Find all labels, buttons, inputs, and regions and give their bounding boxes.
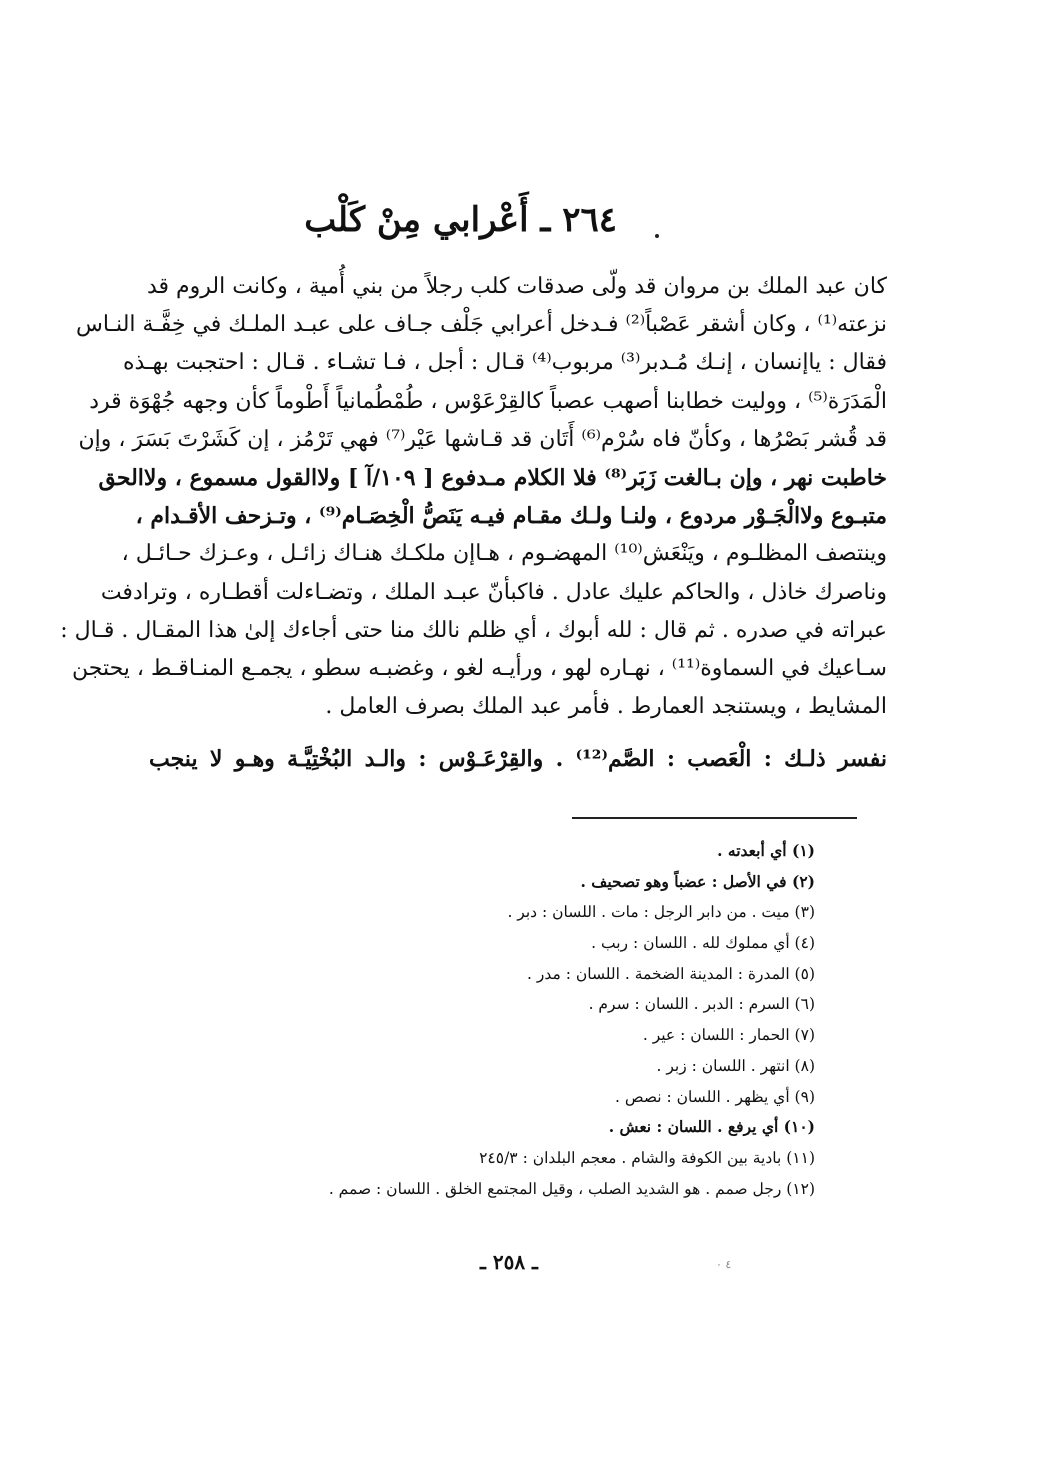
footnote: (٣) ميت . من دابر الرجل : مات . اللسان : دبر .	[507, 903, 815, 922]
section-title: ٢٦٤ ـ أَعْرابي مِنْ كَلْب	[304, 200, 617, 240]
glossary-line: نفسر ذلـك : الْعَصب : الصَّم⁽¹²⁾ . والقِرْعَـوْس : والـد البُخْتِيَّـة وهـو لا ينجب	[149, 746, 887, 773]
footnote: (٦) السرم : الدبر . اللسان : سرم .	[588, 995, 815, 1014]
footnote: (٤) أي مملوك لله . اللسان : ربب .	[591, 934, 815, 953]
footnote: (٢) في الأصل : عضباً وهو تصحيف .	[580, 871, 815, 891]
footnotes	[315, 836, 815, 1204]
footnote: (١) أي أبعدته .	[717, 841, 815, 860]
footnote-separator	[572, 817, 857, 819]
footnote: (١١) بادية بين الكوفة والشام . معجم البلدان : ٢٤٥/٣	[479, 1148, 815, 1167]
body-line: وينتصف المظلـوم ، ويَنْعَش⁽¹⁰⁾ المهضـوم ، هـاإن ملكـك هنـاك زائـل ، وعـزك حـائـل ،	[121, 541, 887, 567]
footnote: (١٠) أي يرفع . اللسان : نعش .	[608, 1117, 815, 1137]
body-line: الْمَدَرَة⁽⁵⁾ ، ووليت خطابنا أصهب عصباً كالقِرْعَوْس ، طُمْطُمانياً أَطْوماً كأن وجهه جُهْوَة قرد	[89, 388, 887, 414]
body-text	[60, 268, 887, 778]
body-line: عبراته في صدره . ثم قال : لله أبوك ، أي ظلم نالك منا حتى أجاءك إلىٰ هذا المقـال . قـال :	[60, 617, 887, 643]
footnote: (١٢) رجل صمم . هو الشديد الصلب ، وقيل المجتمع الخلق . اللسان : صمم .	[328, 1179, 815, 1198]
body-line: المشايط ، ويستنجد العمارط . فأمر عبد الملك بصرف العامل .	[325, 694, 887, 720]
body-line: متبـوع ولاالْجَـوْر مردوع ، ولنـا ولـك مقـام فيـه يَنَصُّ الْخِصَـام⁽⁹⁾ ، وتـزحف الأقـدام ،	[135, 503, 887, 530]
body-line: قد قُشر بَصْرُها ، وكأنّ فاه سُرْم⁽⁶⁾ أَتَان قد قـاشها عَيْر⁽⁷⁾ فهي تَرْمُز ، إن كَشَرْتَ بَسَرَ ، وإن	[78, 426, 887, 452]
body-line: وناصرك خاذل ، والحاكم عليك عادل . فاكبأنّ عبـد الملك ، وتضـاءلت أقطـاره ، وترادفت	[100, 579, 887, 605]
footnote: (٨) انتهر . اللسان : زبر .	[656, 1056, 815, 1075]
body-line: فقال : ياإنسان ، إنـك مُـدبر⁽³⁾ مربوب⁽⁴⁾ قـال : أجل ، فـا تشـاء . قـال : احتجبت بهـذه	[122, 350, 887, 376]
footnote: (٩) أي يظهر . اللسان : نصص .	[614, 1087, 815, 1106]
footnote: (٧) الحمار : اللسان : عير .	[642, 1026, 815, 1045]
title-dot-mark	[655, 234, 659, 238]
footnote: (٥) المدرة : المدينة الضخمة . اللسان : مدر .	[526, 964, 815, 983]
body-line: خاطبت نهر ، وإن بـالغت زَبَر⁽⁸⁾ فلا الكلام مـدفوع [ ١٠٩/آ ] ولاالقول مسموع ، ولاالحق	[98, 464, 887, 491]
body-line: سـاعيك في السماوة⁽¹¹⁾ ، نهـاره لهو ، ورأيـه لغو ، وغضبـه سطو ، يجمـع المنـاقـط ، يحتجن	[72, 655, 887, 681]
page-number: ـ ٢٥٨ ـ	[480, 1250, 538, 1274]
speck-mark: ٤ ٠	[716, 1258, 732, 1271]
body-line: كان عبد الملك بن مروان قد ولّى صدقات كلب رجلاً من بني أُمية ، وكانت الروم قد	[146, 274, 887, 299]
body-line: نزعته⁽¹⁾ ، وكان أشقر عَصْباً⁽²⁾ فـدخل أعرابي جَلْف جـاف على عبـد الملـك في خِفَّـة النـاس	[76, 312, 887, 338]
